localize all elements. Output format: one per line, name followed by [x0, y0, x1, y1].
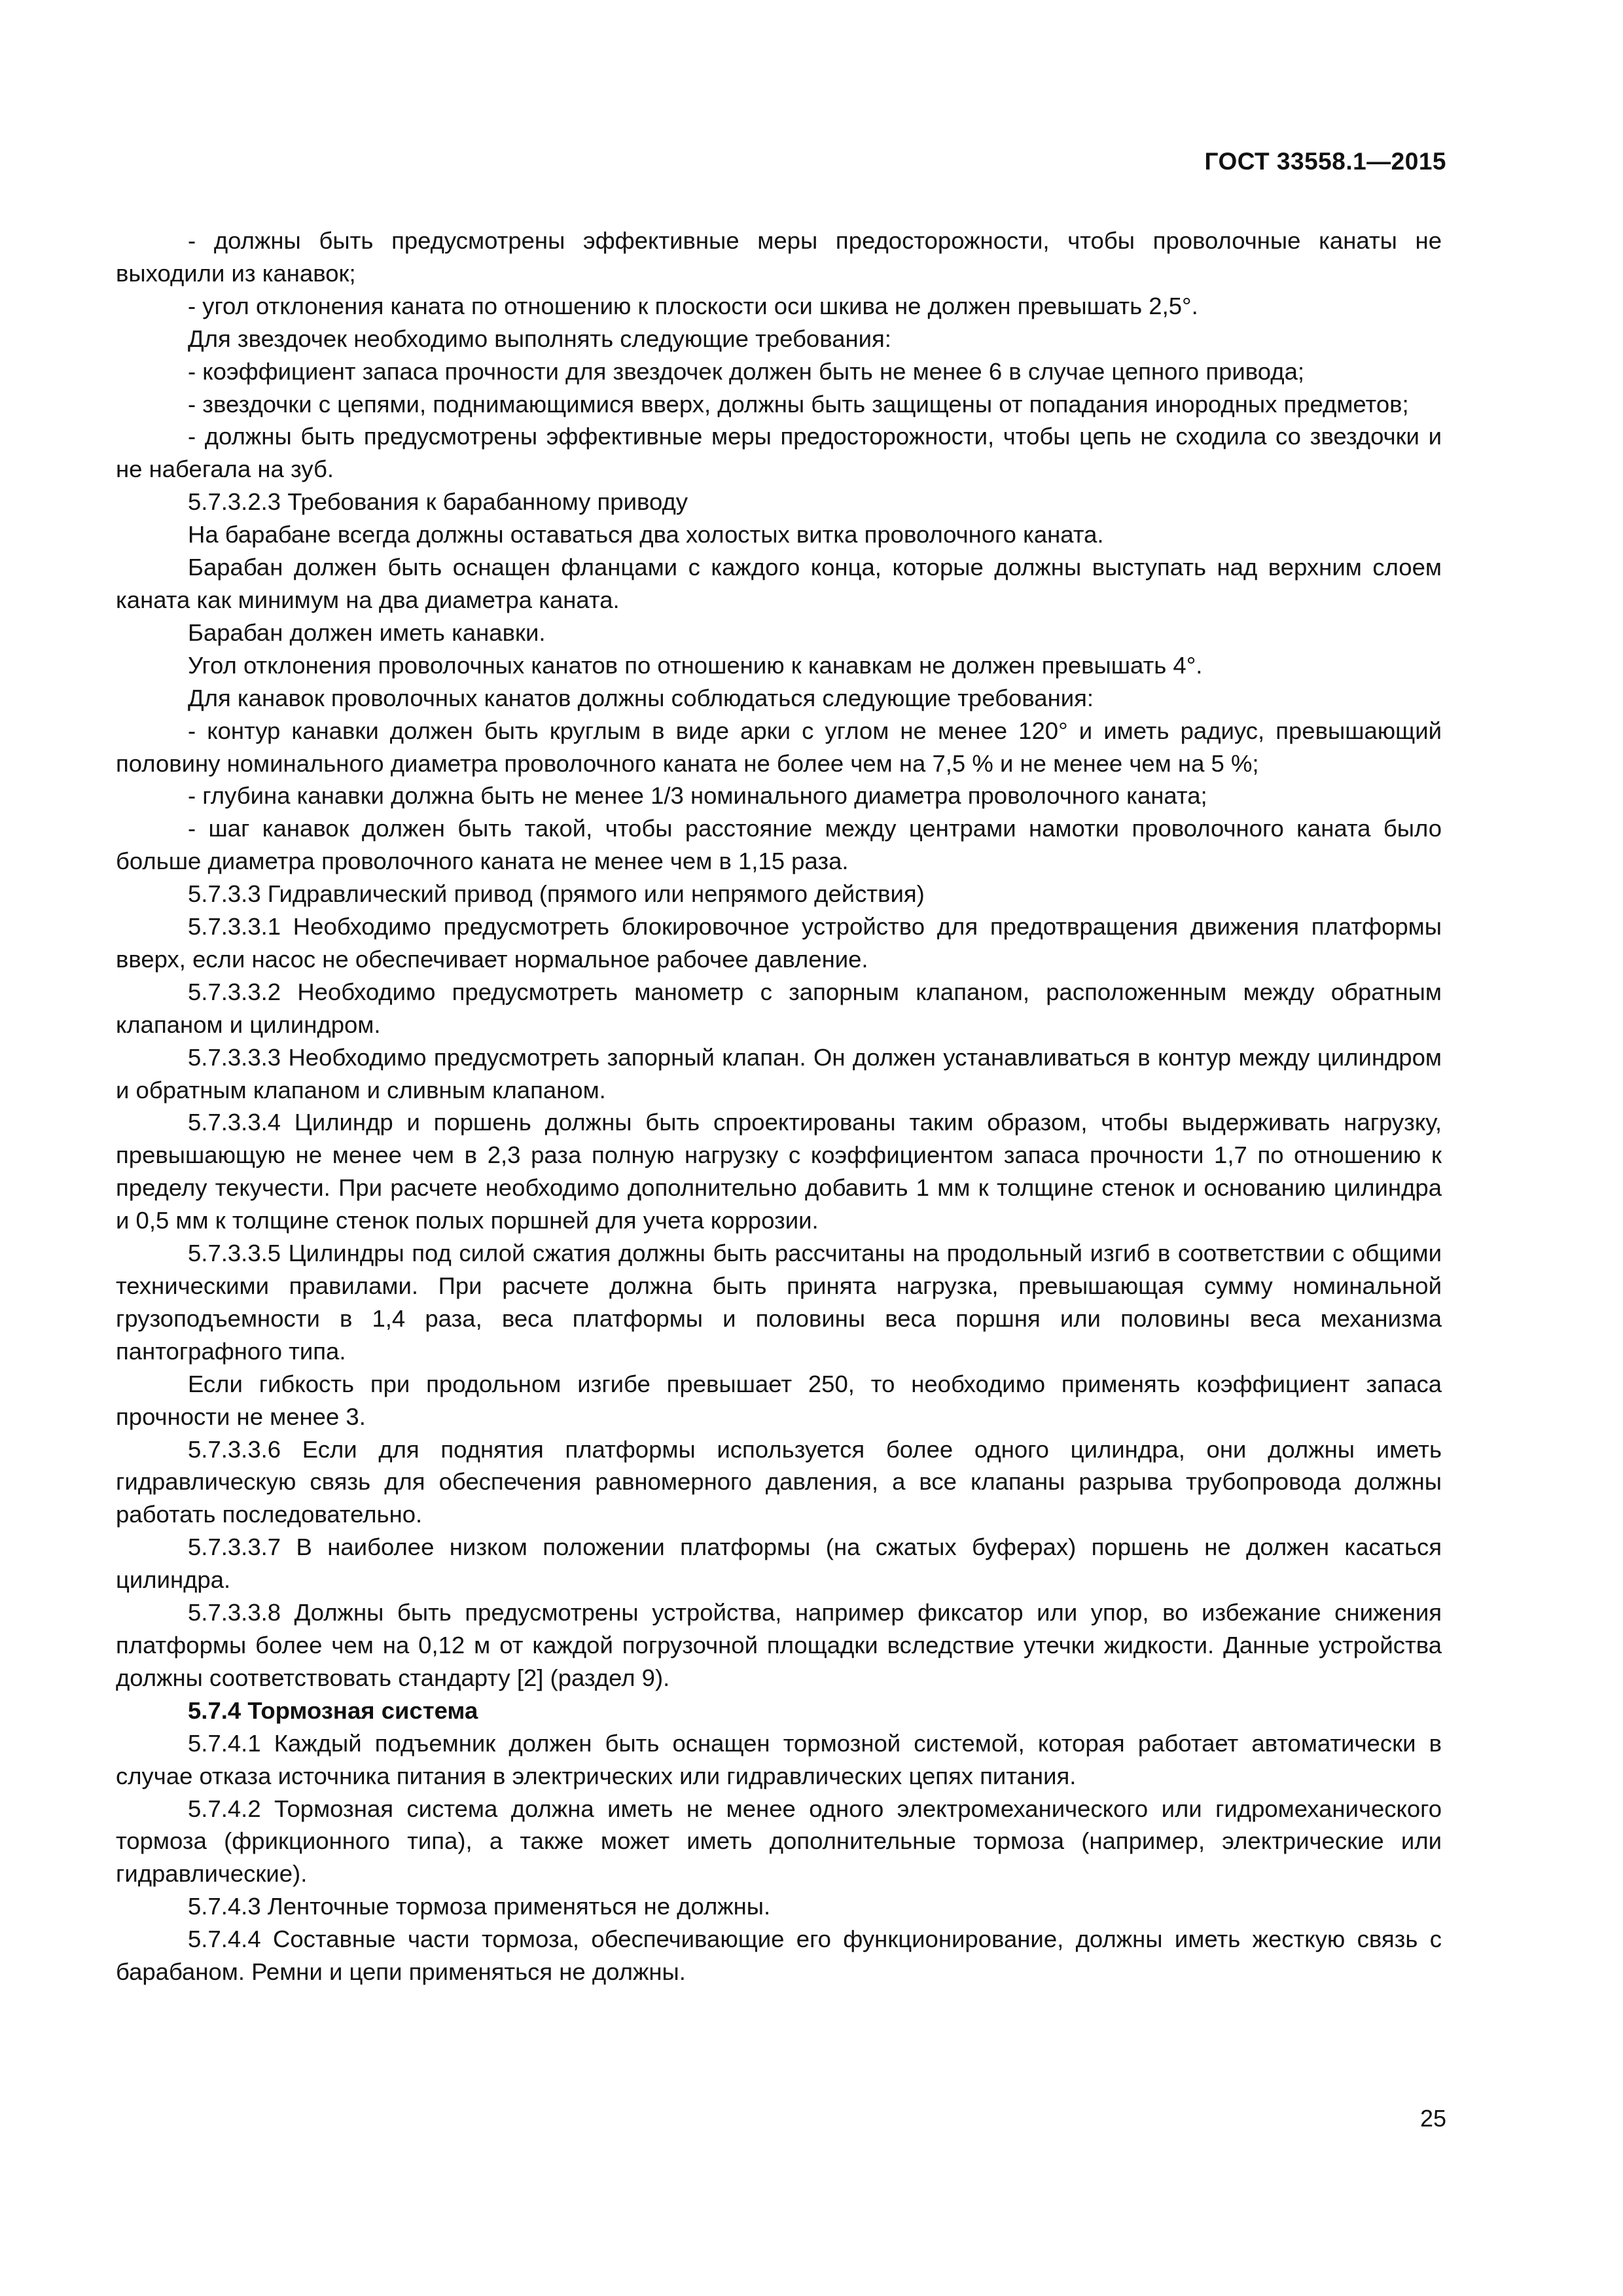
document-body: [116, 224, 1442, 1988]
section-heading: 5.7.3.2.3 Требования к барабанному приводу: [188, 488, 688, 516]
document-code: ГОСТ 33558.1—2015: [1204, 148, 1446, 175]
paragraph: - угол отклонения каната по отношению к плоскости оси шкива не должен превышать 2,5°.: [188, 292, 1198, 319]
paragraph: Для звездочек необходимо выполнять следующие требования:: [188, 325, 891, 352]
paragraph: 5.7.3.3.4 Цилиндр и поршень должны быть спроектированы таким образом, чтобы выдерживать нагрузку, превышающую не менее чем в 2,3 раза полную нагрузку с коэффициентом запаса прочности 1,7 по отношению к пределу текучести. При расчете необходимо дополнительно добавить 1 мм к толщине стенок и основанию цилиндра и 0,5 мм к толщине стенок полых поршней для учета коррозии.: [116, 1109, 1442, 1234]
paragraph: 5.7.3.3.7 В наиболее низком положении платформы (на сжатых буферах) поршень не должен касаться цилиндра.: [116, 1534, 1442, 1594]
paragraph: - должны быть предусмотрены эффективные меры предосторожности, чтобы проволочные канаты не выходили из канавок;: [116, 227, 1442, 287]
paragraph: На барабане всегда должны оставаться два холостых витка проволочного каната.: [188, 521, 1104, 548]
paragraph: 5.7.3.3.2 Необходимо предусмотреть манометр с запорным клапаном, расположенным между обратным клапаном и цилиндром.: [116, 978, 1442, 1038]
paragraph: 5.7.3.3.8 Должны быть предусмотрены устройства, например фиксатор или упор, во избежание снижения платформы более чем на 0,12 м от каждой погрузочной площадки вследствие утечки жидкости. Данные устройства должны соответствовать стандарту [2] (раздел 9).: [116, 1599, 1442, 1691]
paragraph: - коэффициент запаса прочности для звездочек должен быть не менее 6 в случае цепного привода;: [188, 357, 1305, 385]
paragraph: 5.7.4.3 Ленточные тормоза применяться не должны.: [188, 1893, 771, 1920]
paragraph: 5.7.4.1 Каждый подъемник должен быть оснащен тормозной системой, которая работает автоматически в случае отказа источника питания в электрических или гидравлических цепях питания.: [116, 1729, 1442, 1789]
paragraph: 5.7.4.2 Тормозная система должна иметь не менее одного электромеханического или гидромеханического тормоза (фрикционного типа), а также может иметь дополнительные тормоза (например, электрические или гидравлические).: [116, 1795, 1442, 1888]
paragraph: Угол отклонения проволочных канатов по отношению к канавкам не должен превышать 4°.: [188, 651, 1203, 679]
paragraph: 5.7.3.3.1 Необходимо предусмотреть блокировочное устройство для предотвращения движения платформы вверх, если насос не обеспечивает нормальное рабочее давление.: [116, 913, 1442, 973]
paragraph: - должны быть предусмотрены эффективные меры предосторожности, чтобы цепь не сходила со звездочки и не набегала на зуб.: [116, 423, 1442, 483]
paragraph: - шаг канавок должен быть такой, чтобы расстояние между центрами намотки проволочного каната было больше диаметра проволочного каната не менее чем в 1,15 раза.: [116, 815, 1442, 875]
page-number: 25: [1419, 2105, 1446, 2132]
paragraph: 5.7.3.3.6 Если для поднятия платформы используется более одного цилиндра, они должны иметь гидравлическую связь для обеспечения равномерного давления, а все клапаны разрыва трубопровода должны работать последовательно.: [116, 1435, 1442, 1528]
paragraph: Если гибкость при продольном изгибе превышает 250, то необходимо применять коэффициент запаса прочности не менее 3.: [116, 1370, 1442, 1430]
paragraph: - звездочки с цепями, поднимающимися вверх, должны быть защищены от попадания инородных предметов;: [188, 390, 1409, 418]
paragraph: - контур канавки должен быть круглым в виде арки с углом не менее 120° и иметь радиус, превышающий половину номинального диаметра проволочного каната не более чем на 7,5 % и не менее чем на 5 %;: [116, 717, 1442, 777]
section-heading-bold: 5.7.4 Тормозная система: [188, 1696, 478, 1724]
paragraph: Барабан должен иметь канавки.: [188, 619, 546, 646]
section-heading: 5.7.3.3 Гидравлический привод (прямого или непрямого действия): [188, 880, 925, 908]
paragraph: - глубина канавки должна быть не менее 1/3 номинального диаметра проволочного каната;: [188, 782, 1207, 810]
paragraph: Для канавок проволочных канатов должны соблюдаться следующие требования:: [188, 684, 1094, 711]
paragraph: Барабан должен быть оснащен фланцами с каждого конца, которые должны выступать над верхним слоем каната как минимум на два диаметра каната.: [116, 554, 1442, 613]
paragraph: 5.7.3.3.3 Необходимо предусмотреть запорный клапан. Он должен устанавливаться в контур между цилиндром и обратным клапаном и сливным клапаном.: [116, 1043, 1442, 1103]
paragraph: 5.7.3.3.5 Цилиндры под силой сжатия должны быть рассчитаны на продольный изгиб в соответствии с общими техническими правилами. При расчете должна быть принята нагрузка, превышающая сумму номинальной грузоподъемности в 1,4 раза, веса платформы и половины веса поршня или половины веса механизма пантографного типа.: [116, 1240, 1442, 1365]
paragraph: 5.7.4.4 Составные части тормоза, обеспечивающие его функционирование, должны иметь жесткую связь с барабаном. Ремни и цепи применяться не должны.: [116, 1926, 1442, 1986]
